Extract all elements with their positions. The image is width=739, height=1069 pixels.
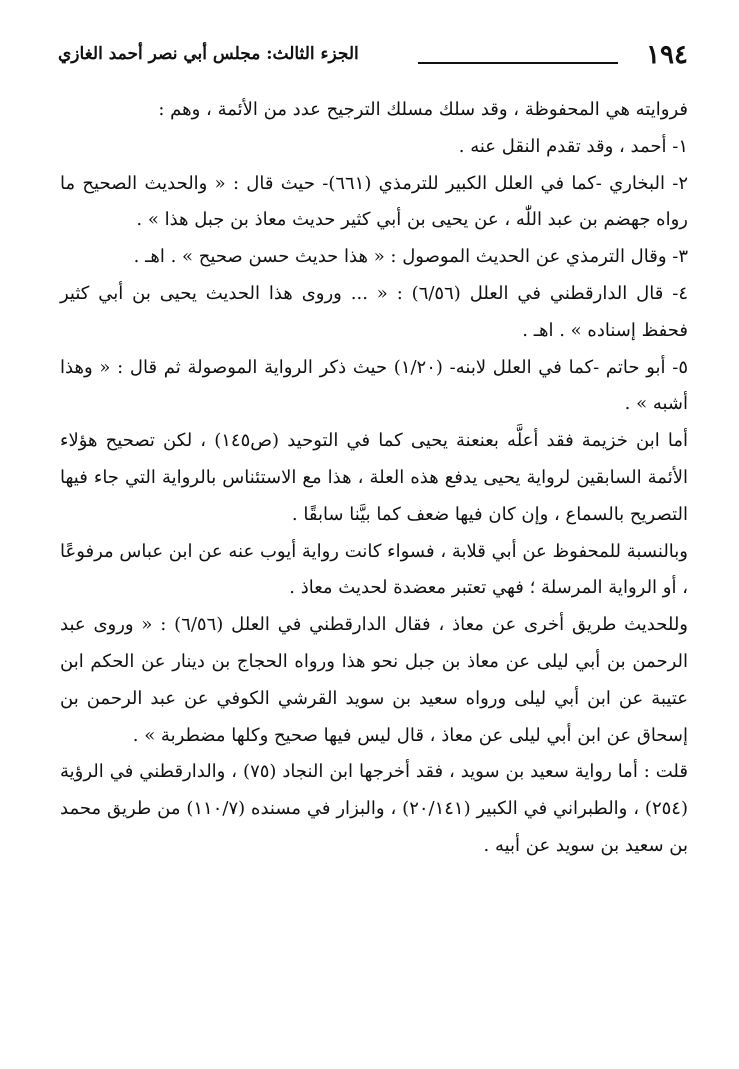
paragraph-abu-qilaba: وبالنسبة للمحفوظ عن أبي قلابة ، فسواء كانت رواية أيوب عنه عن ابن عباس مرفوعًا ، أو الرواية المرسلة ؛ فهي تعتبر معضدة لحديث معاذ . [60,540,688,599]
paragraph-item-5: ٥- أبو حاتم -كما في العلل لابنه- (١/٢٠) حيث ذكر الرواية الموصولة ثم قال : « وهذا أشبه » . [60,356,688,415]
paragraph-item-2: ٢- البخاري -كما في العلل الكبير للترمذي (٦٦١)- حيث قال : « والحديث الصحيح ما رواه جهضم بن عبد اللّٰه ، عن يحيى بن أبي كثير حديث معاذ بن جبل هذا » . [60,172,688,231]
body-text [60,92,688,865]
paragraph-item-4: ٤- قال الدارقطني في العلل (٦/٥٦) : « ... وروى هذا الحديث يحيى بن أبي كثير فحفظ إسناده » . اهـ . [60,282,688,341]
paragraph-sa-id-ibn-suwayd: قلت : أما رواية سعيد بن سويد ، فقد أخرجها ابن النجاد (٧٥) ، والدارقطني في الرؤية (٢٥٤) ، والطبراني في الكبير (٢٠/١٤١) ، والبزار في مسنده (١١٠/٧) من طريق محمد بن سعيد بن سويد عن أبيه . [60,761,688,856]
running-title: الجزء الثالث: مجلس أبي نصر أحمد الغازي [58,44,359,64]
header-rule [418,62,618,64]
paragraph-item-1: ١- أحمد ، وقد تقدم النقل عنه . [458,135,688,157]
paragraph-intro: فروايته هي المحفوظة ، وقد سلك مسلك الترجيح عدد من الأئمة ، وهم : [158,99,688,120]
paragraph-item-3: ٣- وقال الترمذي عن الحديث الموصول : « هذا حديث حسن صحيح » . اهـ . [133,246,688,268]
paragraph-ibn-khuzayma: أما ابن خزيمة فقد أعلَّه بعنعنة يحيى كما في التوحيد (ص١٤٥) ، لكن تصحيح هؤلاء الأئمة السابقين لرواية يحيى يدفع هذه العلة ، هذا مع الاستئناس بالرواية التي جاء فيها التصريح بالسماع ، وإن كان فيها ضعف كما بيَّنا سابقًا . [60,430,689,525]
page-number: ١٩٤ [646,40,688,70]
paragraph-other-route: وللحديث طريق أخرى عن معاذ ، فقال الدارقطني في العلل (٦/٥٦) : « وروى عبد الرحمن بن أبي ليلى عن معاذ بن جبل نحو هذا ورواه الحجاج بن دينار عن الحكم ابن عتيبة عن ابن أبي ليلى ورواه سعيد بن سويد القرشي الكوفي عن عبد الرحمن بن إسحاق عن ابن أبي ليلى عن معاذ ، قال ليس فيها صحيح وكلها مضطربة » . [60,614,688,746]
page-header [58,40,688,78]
